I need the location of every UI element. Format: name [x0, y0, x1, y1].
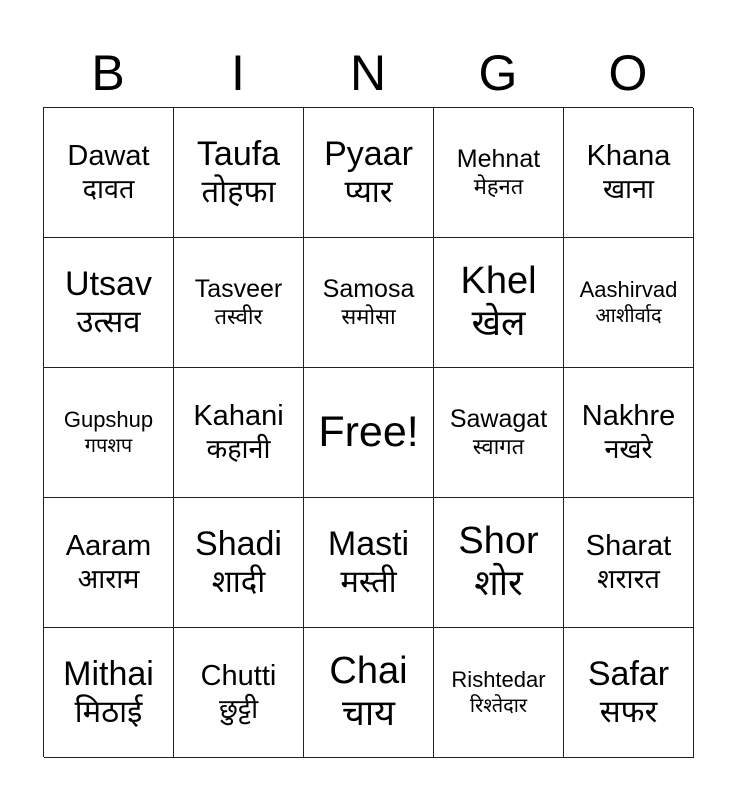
cell-hindi-word: चाय [341, 693, 396, 735]
bingo-header-letter-n: N [349, 45, 387, 101]
free-space-label: Free! [318, 408, 419, 457]
bingo-cell-mehnat[interactable] [434, 108, 564, 238]
cell-latin-word: Sawagat [449, 404, 548, 433]
bingo-board [43, 107, 693, 757]
cell-hindi-word: शरारत [597, 564, 660, 596]
cell-hindi-word: दावत [82, 174, 135, 206]
cell-hindi-word: शोर [474, 563, 523, 605]
cell-hindi-word: तोहफा [201, 173, 276, 210]
cell-latin-word: Chutti [200, 659, 277, 692]
cell-hindi-word: शादी [211, 563, 266, 600]
bingo-cell-samosa[interactable] [304, 238, 434, 368]
bingo-cell-taufa[interactable] [174, 108, 304, 238]
bingo-cell-shor[interactable] [434, 498, 564, 628]
bingo-cell-masti[interactable] [304, 498, 434, 628]
cell-hindi-word: मस्ती [340, 563, 397, 600]
cell-hindi-word: खेल [471, 303, 526, 345]
bingo-header [43, 40, 693, 106]
cell-latin-word: Taufa [196, 134, 281, 173]
cell-latin-word: Kahani [193, 399, 284, 432]
cell-hindi-word: उत्सव [76, 303, 141, 340]
bingo-header-letter-g: G [478, 45, 518, 101]
bingo-cell-aaram[interactable] [44, 498, 174, 628]
bingo-cell-chai[interactable] [304, 628, 434, 758]
cell-latin-word: Mithai [63, 654, 154, 693]
cell-hindi-word: मेहनत [473, 174, 524, 200]
cell-latin-word: Tasveer [194, 274, 283, 303]
cell-latin-word: Khel [460, 260, 537, 303]
cell-latin-word: Chai [329, 650, 408, 693]
cell-hindi-word: स्वागत [472, 434, 525, 460]
bingo-cell-kahani[interactable] [174, 368, 304, 498]
cell-latin-word: Aashirvad [579, 277, 678, 303]
cell-latin-word: Samosa [322, 274, 415, 303]
cell-latin-word: Mehnat [456, 144, 541, 173]
cell-hindi-word: प्यार [344, 173, 393, 210]
cell-latin-word: Pyaar [324, 134, 413, 173]
bingo-cell-safar[interactable] [564, 628, 694, 758]
cell-latin-word: Shor [458, 520, 539, 563]
cell-latin-word: Dawat [67, 139, 150, 172]
cell-latin-word: Rishtedar [451, 667, 546, 693]
cell-hindi-word: तस्वीर [214, 304, 263, 330]
cell-hindi-word: नखरे [604, 434, 653, 466]
cell-latin-word: Shadi [195, 524, 282, 563]
bingo-header-letter-b: B [91, 45, 125, 101]
bingo-cell-rishtedar[interactable] [434, 628, 564, 758]
cell-latin-word: Sharat [585, 529, 672, 562]
bingo-cell-khel[interactable] [434, 238, 564, 368]
cell-hindi-word: रिश्तेदार [469, 693, 528, 718]
cell-hindi-word: कहानी [206, 434, 271, 466]
cell-hindi-word: गपशप [84, 433, 133, 458]
cell-latin-word: Gupshup [63, 407, 154, 433]
cell-latin-word: Utsav [65, 264, 152, 303]
cell-latin-word: Masti [327, 524, 410, 563]
bingo-cell-utsav[interactable] [44, 238, 174, 368]
cell-hindi-word: आराम [77, 564, 140, 596]
cell-latin-word: Aaram [65, 529, 152, 562]
bingo-cell-sharat[interactable] [564, 498, 694, 628]
bingo-cell-aashirvad[interactable] [564, 238, 694, 368]
bingo-cell-mithai[interactable] [44, 628, 174, 758]
cell-hindi-word: मिठाई [74, 693, 143, 730]
bingo-cell-gupshup[interactable] [44, 368, 174, 498]
cell-latin-word: Khana [586, 139, 671, 172]
bingo-cell-dawat[interactable] [44, 108, 174, 238]
cell-hindi-word: छुट्टी [218, 694, 259, 726]
cell-latin-word: Safar [587, 654, 670, 693]
cell-hindi-word: आशीर्वाद [595, 303, 662, 328]
cell-hindi-word: सफर [599, 693, 658, 730]
cell-hindi-word: समोसा [341, 304, 396, 330]
bingo-header-letter-o: O [608, 45, 648, 101]
cell-latin-word: Nakhre [581, 399, 676, 432]
bingo-cell-pyaar[interactable] [304, 108, 434, 238]
bingo-cell-khana[interactable] [564, 108, 694, 238]
bingo-cell-nakhre[interactable] [564, 368, 694, 498]
bingo-cell-tasveer[interactable] [174, 238, 304, 368]
bingo-cell-shadi[interactable] [174, 498, 304, 628]
bingo-header-letter-i: I [231, 45, 245, 101]
bingo-cell-chutti[interactable] [174, 628, 304, 758]
bingo-cell-sawagat[interactable] [434, 368, 564, 498]
bingo-cell-free-space[interactable] [304, 368, 434, 498]
cell-hindi-word: खाना [602, 174, 655, 206]
